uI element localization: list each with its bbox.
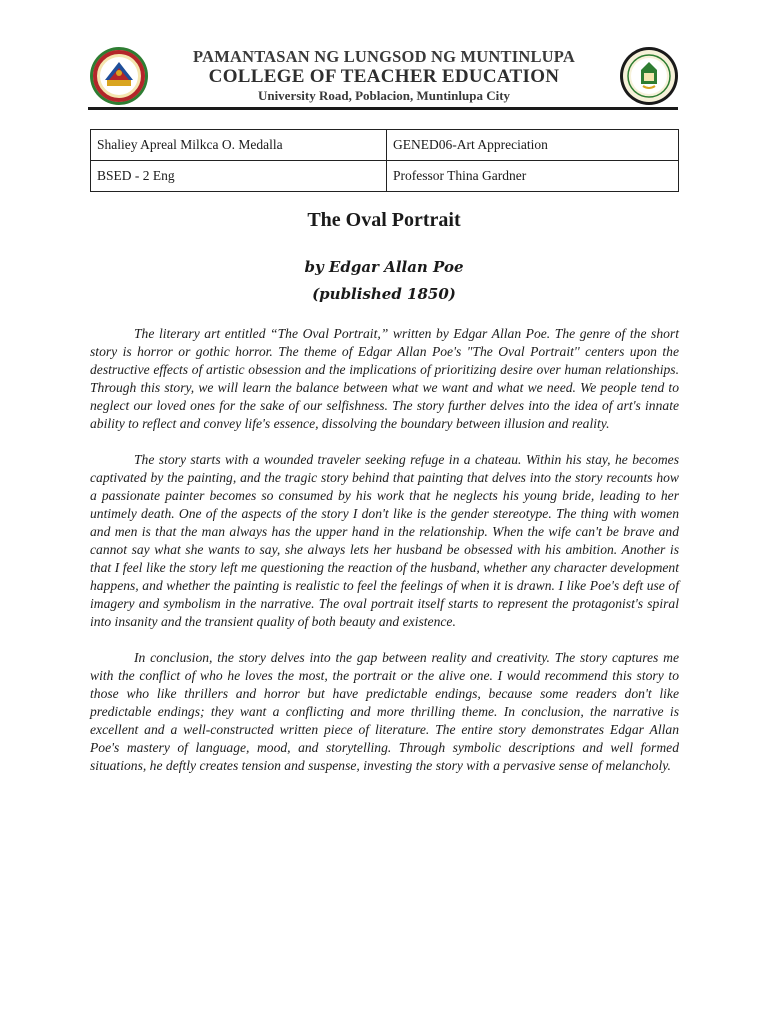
program-cell: BSED - 2 Eng <box>91 161 387 192</box>
essay-body <box>90 325 679 792</box>
letterhead-text <box>158 47 610 104</box>
course-cell: GENED06-Art Appreciation <box>387 130 679 161</box>
student-name-cell: Shaliey Apreal Milkca O. Medalla <box>91 130 387 161</box>
paragraph: In conclusion, the story delves into the gap between reality and creativity. The story captures me with the conflict of who he loves the most, the portrait or the alive one. I would recommend this story to those who like thrillers and horror but have predictable endings, because some readers don't like predictable endings; they want a conflicting and more thrilling theme. In conclusion, the narrative is excellent and a well-constructed written piece of literature. The entire story demonstrates Edgar Allan Poe's mastery of language, mood, and storytelling. Through symbolic descriptions and well formed situations, he deftly creates tension and suspense, investing the story with a pervasive sense of melancholy. <box>90 649 679 774</box>
address: University Road, Poblacion, Muntinlupa City <box>257 88 511 103</box>
header-divider <box>88 107 678 110</box>
college-name: COLLEGE OF TEACHER EDUCATION <box>208 66 560 87</box>
university-seal-icon <box>89 46 149 106</box>
author-line: by Edgar Allan Poe <box>304 258 464 276</box>
paragraph: The literary art entitled “The Oval Portrait,” written by Edgar Allan Poe. The genre of the short story is horror or gothic horror. The theme of Edgar Allan Poe's "The Oval Portrait'' centers upon the destructive effects of artistic obsession and the implications of prioritizing desire over human relationships. Through this story, we will learn the balance between what we want and what we need. We people tend to neglect our loved ones for the sake of our selfishness. The story further delves into the idea of art's innate ability to reflect and convey life's essence, dissolving the boundary between illusion and reality. <box>90 326 679 432</box>
professor-cell: Professor Thina Gardner <box>387 161 679 192</box>
student-info-table <box>90 129 679 192</box>
table-row <box>91 130 679 161</box>
table-row <box>91 161 679 192</box>
letterhead <box>88 44 680 110</box>
paragraph: The story starts with a wounded traveler seeking refuge in a chateau. Within his stay, he becomes captivated by the painting, and the tragic story behind that painting that delves into the story recounts how a passionate painter becomes so consumed by his work that he neglects his young bride, leading to her untimely death. One of the aspects of the story I don't like is the gender stereotype. The thing with women and men is that the man always has the upper hand in the relationship. When the wife can't be brave and cannot say what she wants to say, she always lets her husband be obsessed with his ambition. Another is that I feel like the story left me questioning the reaction of the husband, whether any character development happens, and whether the painting is realistic to feel the feelings of when it is drawn. I like Poe's deft use of imagery and symbolism in the narrative. The oval portrait itself starts to represent the protagonist's spiral into insanity and the transient quality of both beauty and existence. <box>90 451 679 630</box>
college-seal-icon <box>619 46 679 106</box>
document-title: The Oval Portrait <box>307 209 461 231</box>
university-name: PAMANTASAN NG LUNGSOD NG MUNTINLUPA <box>193 47 575 66</box>
published-line: (published 1850) <box>312 285 456 303</box>
